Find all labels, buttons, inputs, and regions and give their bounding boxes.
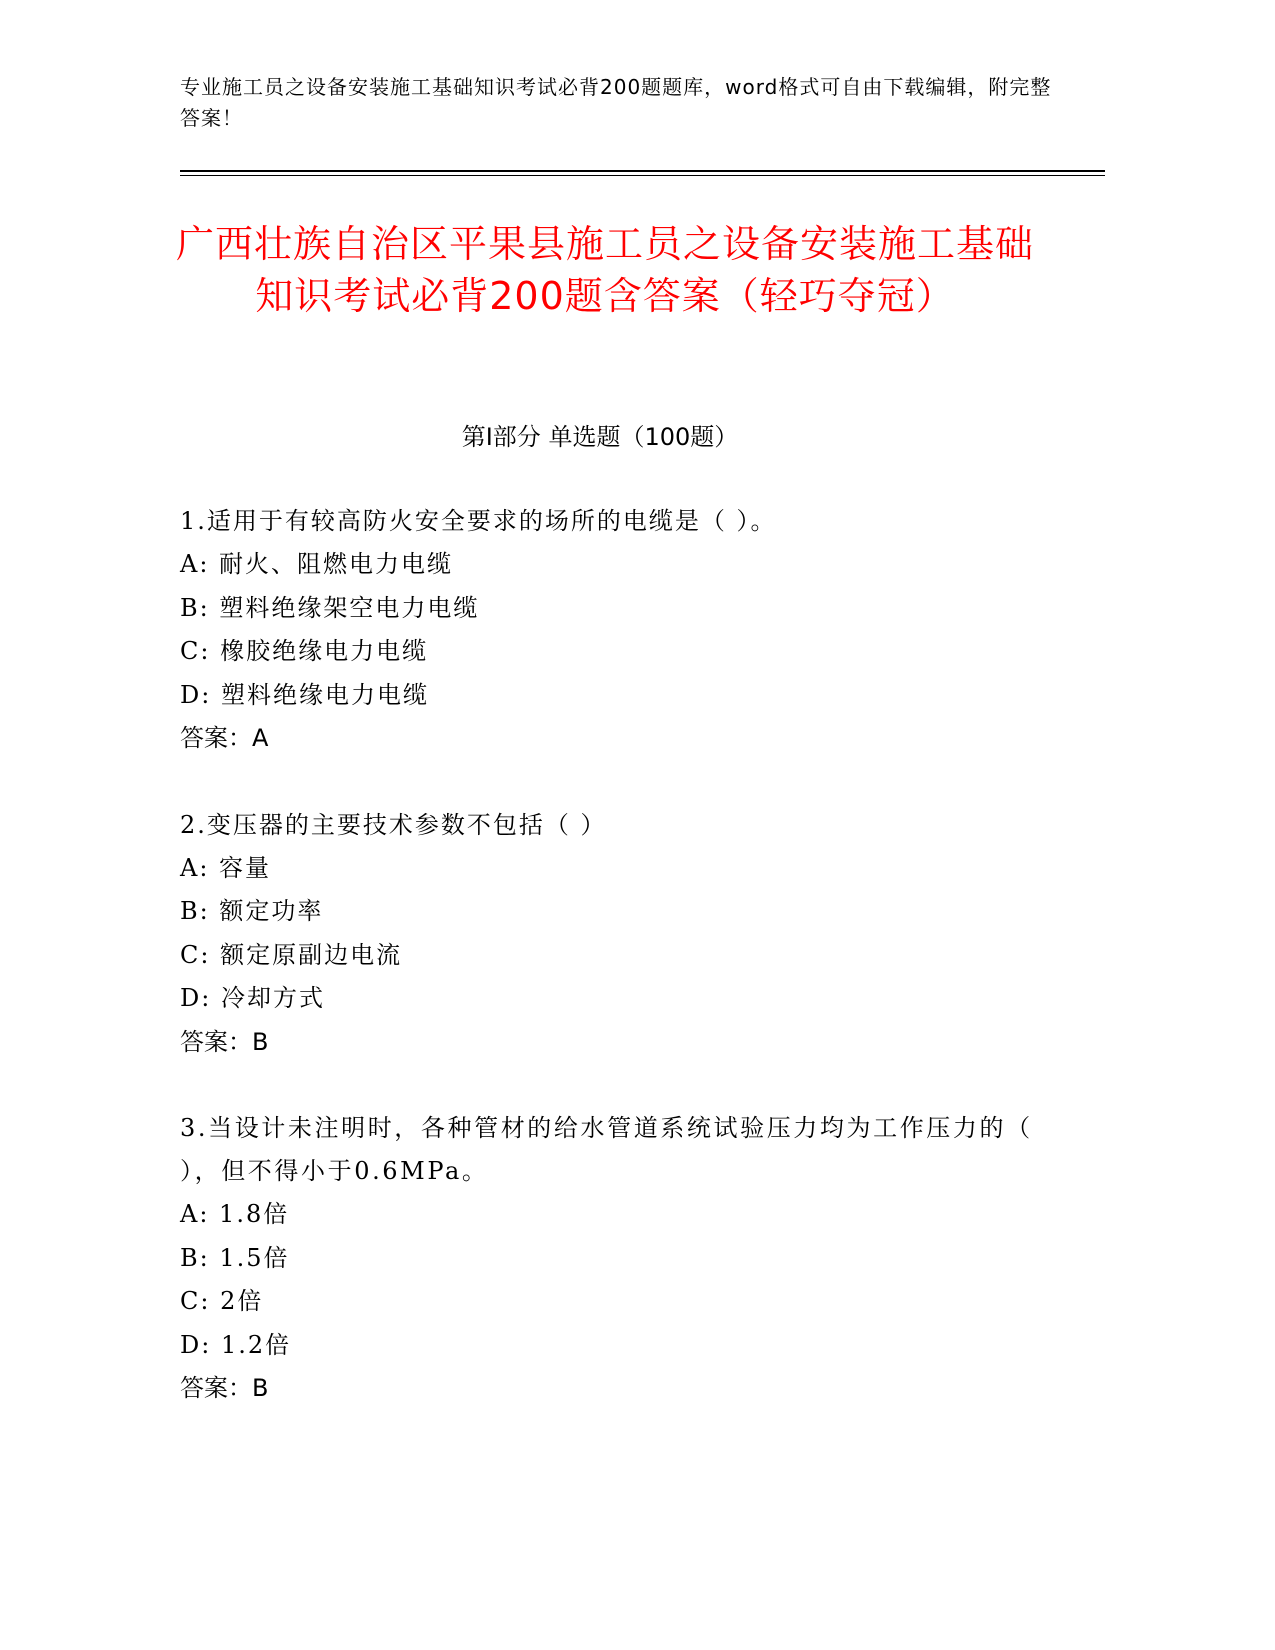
option-b: B: 额定功率	[180, 897, 324, 925]
question-3	[180, 1107, 1060, 1411]
answer-line: 答案：A	[180, 724, 269, 752]
option-d: D: 1.2倍	[180, 1330, 292, 1359]
document-title: 广西壮族自治区平果县施工员之设备安装施工基础知识考试必背200题含答案（轻巧夺冠）	[175, 222, 1034, 318]
option-b: B: 1.5倍	[180, 1243, 290, 1272]
option-a: A: 1.8倍	[180, 1200, 290, 1228]
answer-line: 答案：B	[180, 1374, 269, 1402]
answer-line: 答案：B	[180, 1027, 269, 1056]
header-divider-thick	[180, 170, 1105, 172]
option-a: A: 容量	[180, 853, 272, 882]
option-c: C: 橡胶绝缘电力电缆	[180, 637, 429, 665]
question-stem: 2.变压器的主要技术参数不包括（ ）	[180, 810, 607, 839]
question-1	[180, 500, 1060, 761]
option-b: B: 塑料绝缘架空电力电缆	[180, 593, 480, 622]
header-note: 专业施工员之设备安装施工基础知识考试必背200题题库，word格式可自由下载编辑，附完整答案！	[180, 75, 1052, 130]
option-d: D: 冷却方式	[180, 984, 325, 1012]
option-d: D: 塑料绝缘电力电缆	[180, 680, 429, 709]
question-stem: 1.适用于有较高防火安全要求的场所的电缆是（ ）。	[180, 507, 777, 535]
header-divider-thin	[180, 175, 1105, 176]
question-2	[180, 804, 1060, 1065]
option-a: A: 耐火、阻燃电力电缆	[180, 550, 454, 578]
question-list	[180, 500, 1060, 1454]
section-heading: 第I部分 单选题（100题）	[461, 423, 739, 451]
option-c: C: 2倍	[180, 1287, 264, 1315]
question-stem: 3.当设计未注明时，各种管材的给水管道系统试验压力均为工作压力的（ ），但不得小于0.6MPa。	[180, 1114, 1033, 1185]
option-c: C: 额定原副边电流	[180, 940, 403, 969]
